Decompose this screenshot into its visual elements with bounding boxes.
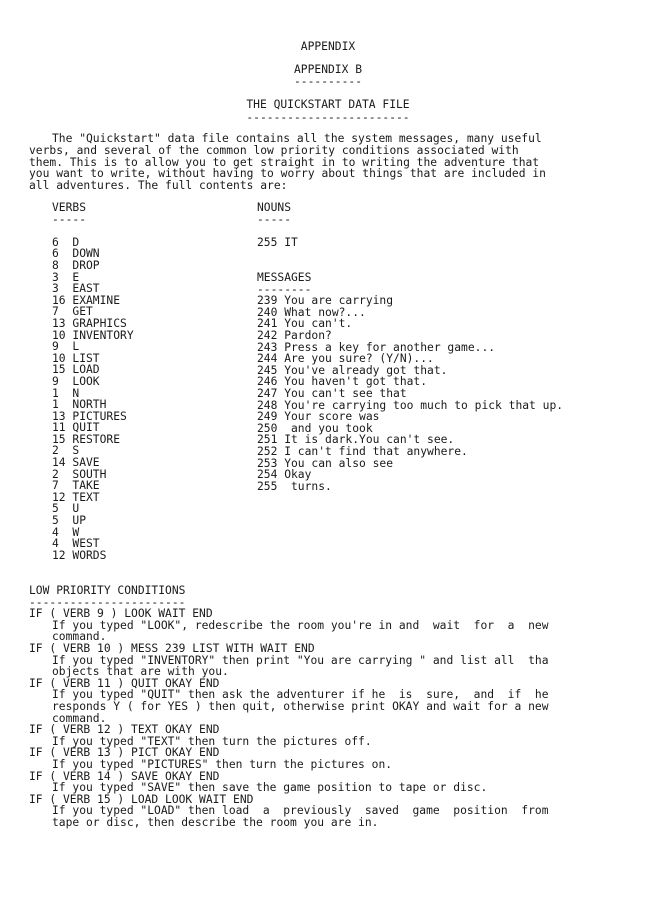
verb-entry: 3 EAST [52,282,100,296]
verb-entry: 1 N [52,386,80,400]
message-entry: 250 and you took [257,421,373,435]
verb-entry: 11 QUIT [52,421,100,435]
nouns-heading: NOUNS [257,201,292,214]
verb-entry: 13 PICTURES [52,409,127,423]
intro-line: all adventures. The full contents are: [29,179,288,193]
verb-entry: 6 D [52,235,80,249]
condition-rule: IF ( VERB 15 ) LOAD LOOK WAIT END [29,792,254,806]
condition-description: If you typed "SAVE" then save the game position to tape or disc. [52,781,488,795]
message-entry: 241 You can't. [257,317,353,331]
message-entry: 245 You've already got that. [257,363,448,377]
noun-entry: 255 IT [257,235,298,249]
verb-entry: 6 DOWN [52,247,100,261]
verb-entry: 2 SOUTH [52,467,107,481]
low-priority-underline: ----------------------- [29,595,186,609]
message-entry: 242 Pardon? [257,328,332,342]
verb-entry: 7 TAKE [52,479,100,493]
condition-description: tape or disc, then describe the room you are in. [52,815,379,829]
verb-entry: 9 L [52,340,80,354]
verbs-list [52,202,134,561]
messages-underline: -------- [257,282,312,296]
message-entry: 239 You are carrying [257,294,394,308]
condition-description: If you typed "LOOK", redescribe the room you're in and wait for a new [52,618,549,632]
appendix-b-underline: ---------- [293,75,362,88]
message-entry: 252 I can't find that anywhere. [257,444,468,458]
message-entry: 249 Your score was [257,410,380,424]
condition-description: command. [52,630,107,644]
condition-description: If you typed "TEXT" then turn the pictures off. [52,734,372,748]
verb-entry: 15 LOAD [52,363,100,377]
verb-entry: 4 W [52,525,80,539]
verb-entry: 16 EXAMINE [52,293,121,307]
verb-entry: 7 GET [52,305,93,319]
condition-description: If you typed "INVENTORY" then print "You are carrying " and list all tha [52,653,549,667]
low-priority-heading: LOW PRIORITY CONDITIONS [29,584,186,597]
condition-rule: IF ( VERB 14 ) SAVE OKAY END [29,769,220,783]
condition-description: If you typed "PICTURES" then turn the pictures on. [52,757,393,771]
verb-entry: 8 DROP [52,258,100,272]
condition-rule: IF ( VERB 9 ) LOOK WAIT END [29,607,213,621]
message-entry: 240 What now?... [257,305,366,319]
nouns-list [257,202,298,248]
message-entry: 243 Press a key for another game... [257,340,496,354]
verb-entry: 1 NORTH [52,398,107,412]
verb-entry: 12 TEXT [52,490,100,504]
condition-description: responds Y ( for YES ) then quit, otherwise print OKAY and wait for a new [52,699,549,713]
condition-rule: IF ( VERB 11 ) QUIT OKAY END [29,676,220,690]
verb-entry: 14 SAVE [52,456,100,470]
intro-paragraph [29,133,634,192]
verb-entry: 5 U [52,502,80,516]
section-title: THE QUICKSTART DATA FILE [246,98,410,111]
message-entry: 254 Okay [257,468,312,482]
condition-rule: IF ( VERB 12 ) TEXT OKAY END [29,723,220,737]
verb-entry: 3 E [52,270,80,284]
message-entry: 246 You haven't got that. [257,375,428,389]
low-priority-conditions [29,585,639,828]
condition-description: objects that are with you. [52,665,229,679]
intro-line: you want to write, without having to worry about things that are included in [29,167,546,181]
appendix-b-heading: APPENDIX B [293,63,362,76]
intro-line: The "Quickstart" data file contains all the system messages, many useful [52,132,542,145]
intro-line: verbs, and several of the common low priority conditions associated with [29,143,519,157]
condition-rule: IF ( VERB 10 ) MESS 239 LIST WITH WAIT END [29,641,315,655]
message-entry: 247 You can't see that [257,386,407,400]
verb-entry: 9 LOOK [52,374,100,388]
message-entry: 248 You're carrying too much to pick that up. [257,398,564,412]
section-title-underline: ------------------------ [246,111,410,124]
verb-entry: 2 S [52,444,80,458]
verb-entry: 15 RESTORE [52,432,121,446]
condition-description: If you typed "QUIT" then ask the adventurer if he is sure, and if he [52,688,549,702]
message-entry: 255 turns. [257,479,332,493]
nouns-underline: ----- [257,212,292,226]
verb-entry: 4 WEST [52,537,100,551]
verb-entry: 13 GRAPHICS [52,316,127,330]
appendix-heading: APPENDIX [300,40,356,53]
verb-entry: 10 INVENTORY [52,328,134,342]
condition-description: If you typed "LOAD" then load a previously saved game position from [52,804,549,818]
message-entry: 251 It is dark.You can't see. [257,433,455,447]
verb-entry: 5 UP [52,514,87,528]
message-entry: 253 You can also see [257,456,394,470]
verb-entry: 10 LIST [52,351,100,365]
messages-heading: MESSAGES [257,271,312,284]
verbs-underline: ----- [52,212,87,226]
intro-line: them. This is to allow you to get straight in to writing the adventure that [29,155,540,169]
condition-rule: IF ( VERB 13 ) PICT OKAY END [29,746,220,760]
messages-list [257,272,563,492]
verb-entry: 12 WORDS [52,548,107,562]
message-entry: 244 Are you sure? (Y/N)... [257,352,434,366]
verbs-heading: VERBS [52,201,87,214]
condition-description: command. [52,711,107,725]
